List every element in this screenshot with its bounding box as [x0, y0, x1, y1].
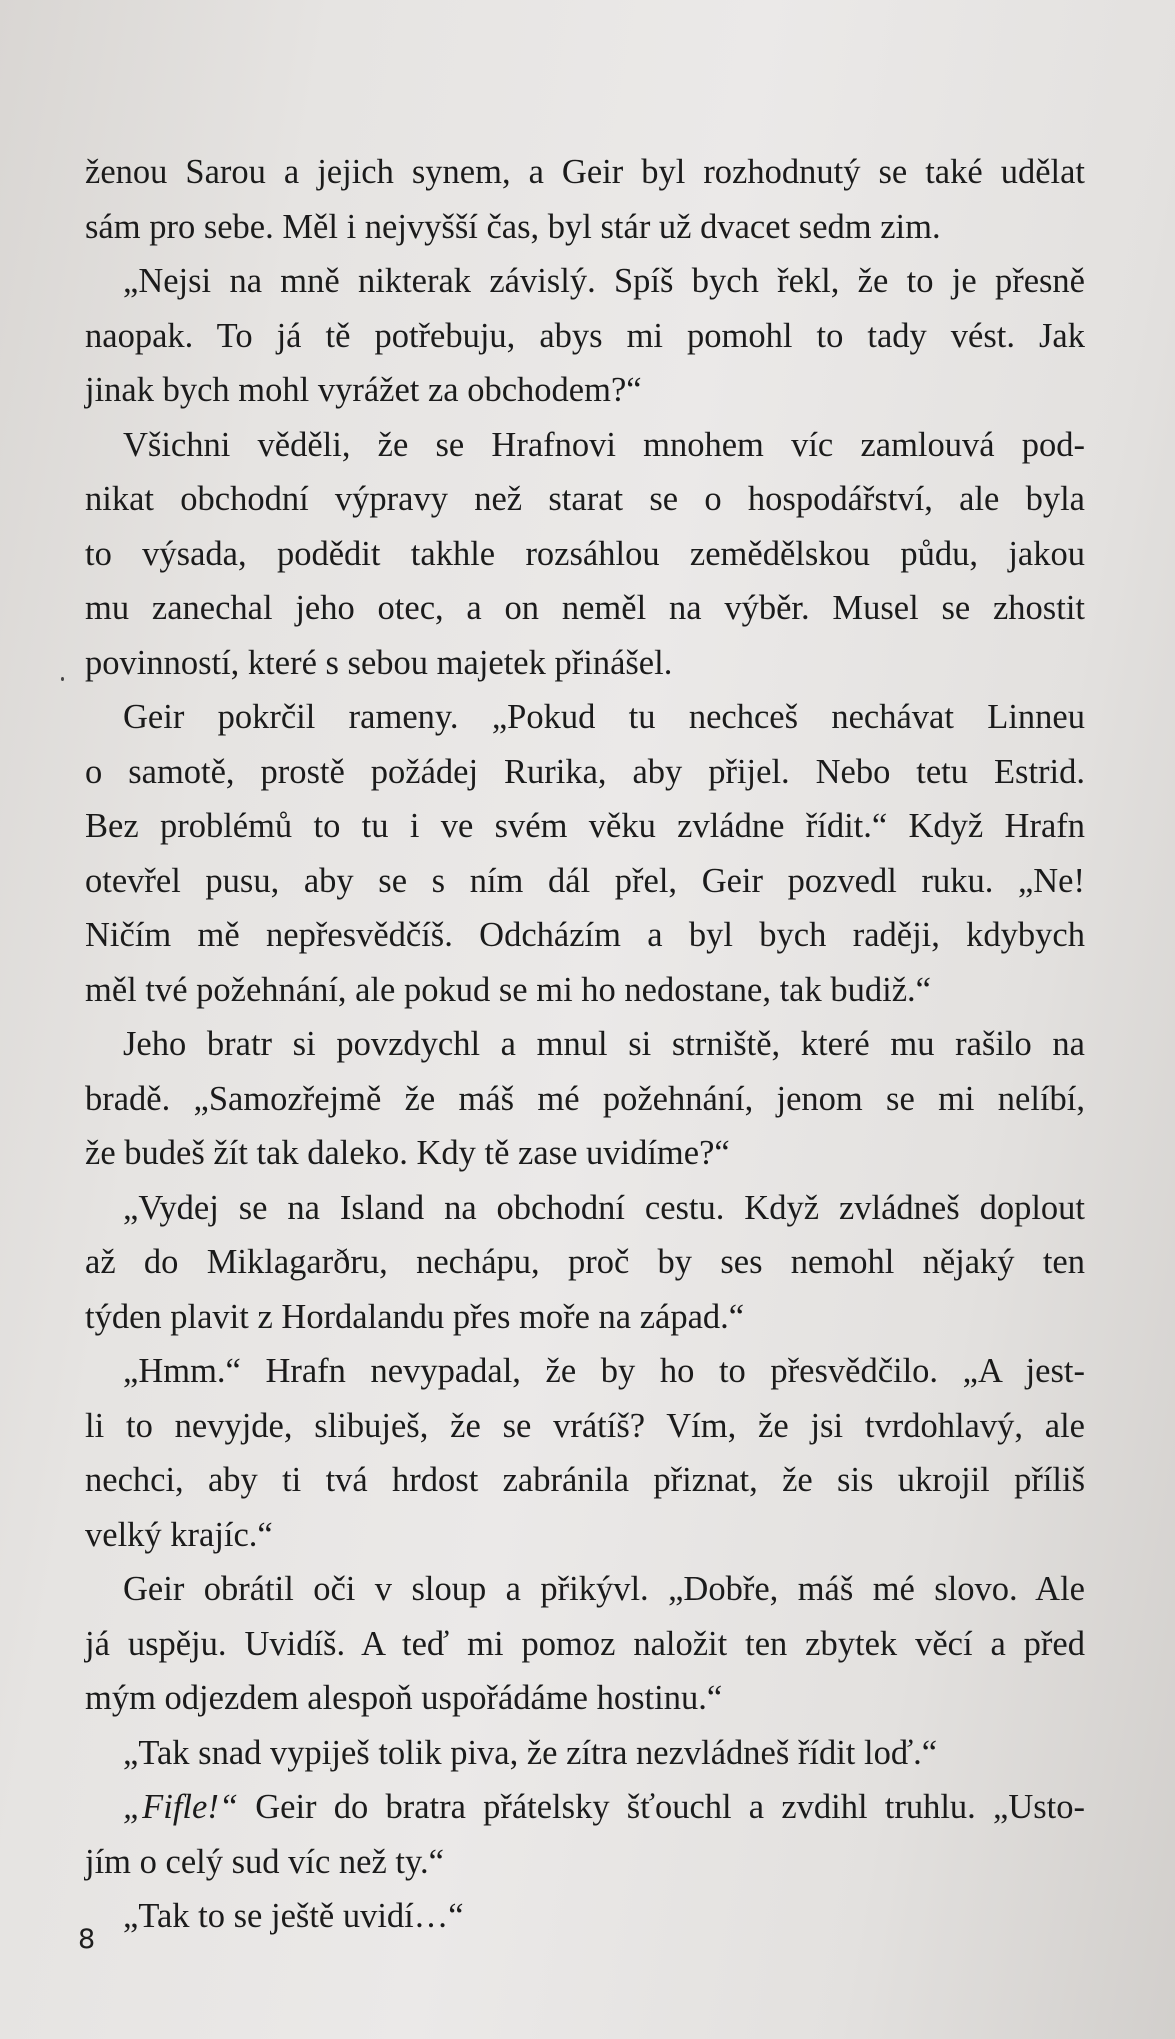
- text-line: jinak bych mohl vyrážet za obchodem?“: [85, 371, 642, 409]
- text-line: otevřel pusu, aby se s ním dál přel, Geir pozvedl ruku. „Ne!: [85, 861, 1085, 900]
- text-line: až do Miklagarðru, nechápu, proč by ses nemohl nějaký ten: [85, 1243, 1085, 1281]
- text-line: týden plavit z Hordalandu přes moře na západ.“: [85, 1297, 745, 1336]
- text-line: nikat obchodní výpravy než starat se o hospodářství, ale byla: [85, 480, 1085, 518]
- text-line: velký krajíc.“: [85, 1515, 273, 1554]
- text-line: měl tvé požehnání, ale pokud se mi ho nedostane, tak budiž.“: [85, 970, 931, 1009]
- body-text: [85, 145, 1085, 1944]
- text-line: jím o celý sud víc než ty.“: [85, 1842, 444, 1881]
- line-remainder: Geir do bratra přátelsky šťouchl a zvdihl truhlu. „Usto-: [238, 1788, 1085, 1826]
- text-line: povinností, které s sebou majetek přinášel.: [85, 643, 673, 682]
- text-line: to výsada, podědit takhle rozsáhlou zemědělskou půdu, jakou: [85, 534, 1085, 573]
- text-line: já uspěju. Uvidíš. A teď mi pomoz naložit ten zbytek věcí a před: [85, 1624, 1085, 1663]
- text-line: že budeš žít tak daleko. Kdy tě zase uvidíme?“: [85, 1134, 730, 1172]
- text-line: li to nevyjde, slibuješ, že se vrátíš? Vím, že jsi tvrdohlavý, ale: [85, 1406, 1085, 1445]
- text-line: Geir pokrčil rameny. „Pokud tu nechceš nechávat Linneu: [123, 698, 1085, 736]
- text-line: sám pro sebe. Měl i nejvyšší čas, byl stár už dvacet sedm zim.: [85, 207, 941, 246]
- text-line: „Vydej se na Island na obchodní cestu. Když zvládneš doplout: [123, 1188, 1085, 1227]
- text-line: Jeho bratr si povzdychl a mnul si strniště, které mu rašilo na: [123, 1025, 1085, 1063]
- text-line: Geir obrátil oči v sloup a přikývl. „Dobře, máš mé slovo. Ale: [123, 1570, 1085, 1608]
- text-line: bradě. „Samozřejmě že máš mé požehnání, jenom se mi nelíbí,: [85, 1079, 1085, 1118]
- text-line: [85, 1780, 1085, 1835]
- page-number: 8: [78, 1924, 96, 1955]
- italic-exclamation: „Fifle!“: [123, 1788, 239, 1826]
- text-line: mu zanechal jeho otec, a on neměl na výběr. Musel se zhostit: [85, 589, 1085, 627]
- text-line: Bez problémů to tu i ve svém věku zvládne řídit.“ Když Hrafn: [85, 807, 1085, 845]
- text-line: o samotě, prostě požádej Rurika, aby přijel. Nebo tetu Estrid.: [85, 752, 1085, 791]
- text-line: „Tak to se ještě uvidí…“: [123, 1897, 464, 1935]
- text-line: nechci, aby ti tvá hrdost zabránila přiznat, že sis ukrojil příliš: [85, 1461, 1085, 1499]
- text-line: naopak. To já tě potřebuju, abys mi pomohl to tady vést. Jak: [85, 316, 1085, 355]
- text-line: Všichni věděli, že se Hrafnovi mnohem víc zamlouvá pod-: [123, 425, 1085, 464]
- print-speck: [61, 677, 64, 681]
- text-line: „Nejsi na mně nikterak závislý. Spíš bych řekl, že to je přesně: [123, 262, 1085, 300]
- text-line: mým odjezdem alespoň uspořádáme hostinu.“: [85, 1679, 723, 1717]
- text-line: Ničím mě nepřesvědčíš. Odcházím a byl bych raději, kdybych: [85, 916, 1085, 954]
- text-line: „Hmm.“ Hrafn nevypadal, že by ho to přesvědčilo. „A jest-: [123, 1352, 1085, 1390]
- text-line: „Tak snad vypiješ tolik piva, že zítra nezvládneš řídit loď.“: [123, 1733, 938, 1772]
- text-line: ženou Sarou a jejich synem, a Geir byl rozhodnutý se také udělat: [85, 153, 1085, 191]
